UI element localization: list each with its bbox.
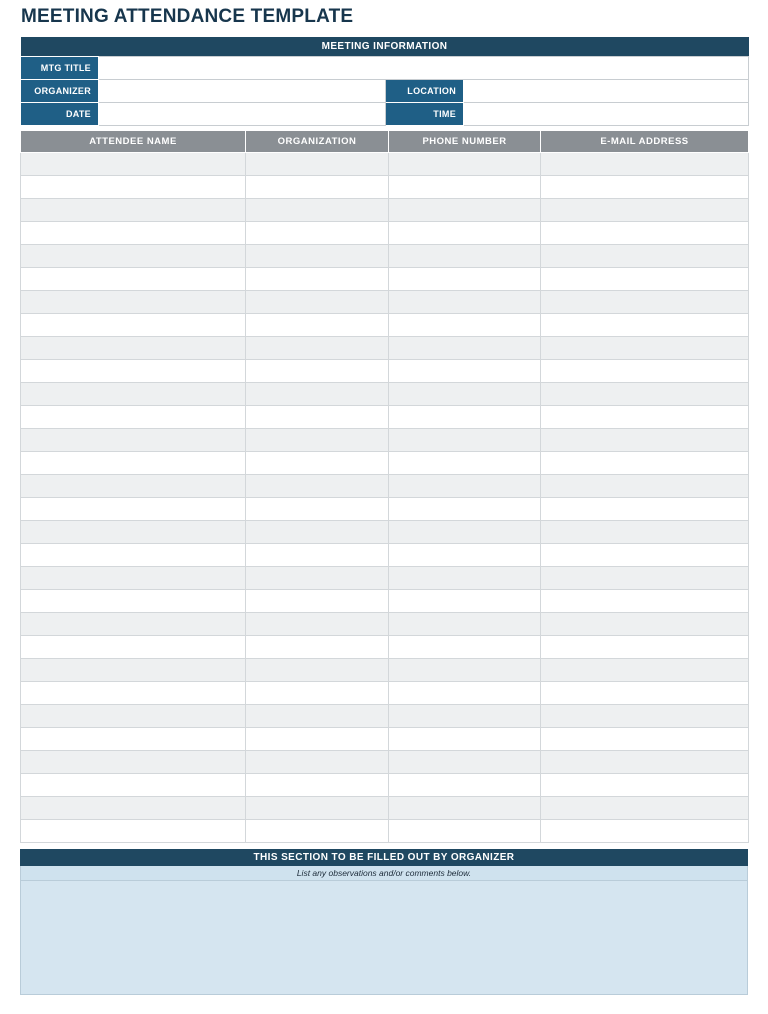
table-row xyxy=(21,727,749,750)
attendee-cell[interactable] xyxy=(389,635,541,658)
table-row xyxy=(21,658,749,681)
meeting-title-row xyxy=(21,56,749,79)
attendee-cell[interactable] xyxy=(541,773,749,796)
attendee-cell[interactable] xyxy=(389,313,541,336)
attendee-cell[interactable] xyxy=(541,704,749,727)
attendee-cell[interactable] xyxy=(246,543,389,566)
attendee-cell[interactable] xyxy=(246,359,389,382)
attendee-cell[interactable] xyxy=(541,543,749,566)
attendee-cell[interactable] xyxy=(246,474,389,497)
attendee-cell[interactable] xyxy=(21,152,246,175)
attendee-cell[interactable] xyxy=(21,773,246,796)
attendee-cell[interactable] xyxy=(246,152,389,175)
table-row xyxy=(21,566,749,589)
attendee-cell[interactable] xyxy=(21,290,246,313)
column-header-phone-number: PHONE NUMBER xyxy=(389,130,541,152)
attendee-cell[interactable] xyxy=(389,267,541,290)
attendee-cell[interactable] xyxy=(21,175,246,198)
table-row xyxy=(21,612,749,635)
attendee-cell[interactable] xyxy=(21,313,246,336)
attendee-cell[interactable] xyxy=(21,474,246,497)
organizer-location-row xyxy=(21,79,749,102)
page-title: MEETING ATTENDANCE TEMPLATE xyxy=(21,6,354,27)
location-label: LOCATION xyxy=(386,79,464,102)
attendee-cell[interactable] xyxy=(246,520,389,543)
attendee-cell[interactable] xyxy=(246,290,389,313)
date-field[interactable] xyxy=(99,102,386,125)
attendee-cell[interactable] xyxy=(246,313,389,336)
attendee-cell[interactable] xyxy=(389,497,541,520)
attendee-cell[interactable] xyxy=(541,635,749,658)
attendee-cell[interactable] xyxy=(389,773,541,796)
attendee-cell[interactable] xyxy=(541,566,749,589)
table-row xyxy=(21,336,749,359)
attendee-cell[interactable] xyxy=(541,727,749,750)
attendee-cell[interactable] xyxy=(389,520,541,543)
attendee-cell[interactable] xyxy=(21,543,246,566)
attendee-cell[interactable] xyxy=(21,497,246,520)
attendee-cell[interactable] xyxy=(246,635,389,658)
attendee-cell[interactable] xyxy=(21,658,246,681)
attendee-cell[interactable] xyxy=(246,336,389,359)
attendee-cell[interactable] xyxy=(541,589,749,612)
attendee-cell[interactable] xyxy=(389,589,541,612)
attendee-cell[interactable] xyxy=(541,405,749,428)
attendee-cell[interactable] xyxy=(389,244,541,267)
attendee-cell[interactable] xyxy=(389,796,541,819)
attendee-table xyxy=(20,130,749,843)
attendee-cell[interactable] xyxy=(21,451,246,474)
attendee-cell[interactable] xyxy=(246,428,389,451)
attendee-cell[interactable] xyxy=(21,589,246,612)
attendee-cell[interactable] xyxy=(389,428,541,451)
organizer-section-header: THIS SECTION TO BE FILLED OUT BY ORGANIZER xyxy=(20,849,748,866)
time-field[interactable] xyxy=(464,102,749,125)
attendee-cell[interactable] xyxy=(246,267,389,290)
attendee-cell[interactable] xyxy=(246,658,389,681)
attendee-cell[interactable] xyxy=(21,382,246,405)
attendee-cell[interactable] xyxy=(246,612,389,635)
attendee-cell[interactable] xyxy=(389,681,541,704)
attendee-cell[interactable] xyxy=(389,175,541,198)
attendee-cell[interactable] xyxy=(246,175,389,198)
mtg-title-field[interactable] xyxy=(99,56,749,79)
table-row xyxy=(21,382,749,405)
attendee-cell[interactable] xyxy=(21,405,246,428)
organizer-section xyxy=(20,849,748,995)
attendee-table-body xyxy=(21,152,749,842)
attendee-cell[interactable] xyxy=(21,704,246,727)
table-row xyxy=(21,796,749,819)
table-row xyxy=(21,198,749,221)
attendee-cell[interactable] xyxy=(246,589,389,612)
attendee-cell[interactable] xyxy=(389,819,541,842)
attendee-cell[interactable] xyxy=(541,428,749,451)
table-row xyxy=(21,359,749,382)
attendee-cell[interactable] xyxy=(246,727,389,750)
attendee-cell[interactable] xyxy=(389,474,541,497)
table-row xyxy=(21,819,749,842)
table-row xyxy=(21,428,749,451)
attendee-cell[interactable] xyxy=(541,336,749,359)
attendee-cell[interactable] xyxy=(389,405,541,428)
attendee-cell[interactable] xyxy=(389,382,541,405)
attendee-cell[interactable] xyxy=(389,750,541,773)
date-time-row xyxy=(21,102,749,125)
attendee-cell[interactable] xyxy=(21,359,246,382)
attendee-cell[interactable] xyxy=(21,796,246,819)
table-row xyxy=(21,520,749,543)
attendee-cell[interactable] xyxy=(21,221,246,244)
attendee-cell[interactable] xyxy=(541,497,749,520)
attendee-cell[interactable] xyxy=(541,175,749,198)
attendee-table-header-row xyxy=(21,130,749,152)
attendee-cell[interactable] xyxy=(541,819,749,842)
attendee-cell[interactable] xyxy=(389,543,541,566)
attendee-cell[interactable] xyxy=(541,198,749,221)
attendee-cell[interactable] xyxy=(21,198,246,221)
attendee-cell[interactable] xyxy=(246,198,389,221)
organizer-field[interactable] xyxy=(99,79,386,102)
attendee-cell[interactable] xyxy=(389,359,541,382)
table-row xyxy=(21,405,749,428)
attendee-cell[interactable] xyxy=(389,451,541,474)
location-field[interactable] xyxy=(464,79,749,102)
table-row xyxy=(21,773,749,796)
table-row xyxy=(21,313,749,336)
attendee-cell[interactable] xyxy=(246,819,389,842)
column-header-attendee-name: ATTENDEE NAME xyxy=(21,130,246,152)
table-row xyxy=(21,589,749,612)
attendee-cell[interactable] xyxy=(21,520,246,543)
table-row xyxy=(21,543,749,566)
attendee-cell[interactable] xyxy=(21,819,246,842)
attendee-cell[interactable] xyxy=(389,152,541,175)
attendee-cell[interactable] xyxy=(389,290,541,313)
attendee-cell[interactable] xyxy=(21,244,246,267)
table-row xyxy=(21,474,749,497)
attendee-cell[interactable] xyxy=(541,152,749,175)
attendee-cell[interactable] xyxy=(21,635,246,658)
attendee-cell[interactable] xyxy=(541,221,749,244)
attendee-cell[interactable] xyxy=(389,727,541,750)
attendee-cell[interactable] xyxy=(246,681,389,704)
column-header-organization: ORGANIZATION xyxy=(246,130,389,152)
attendee-cell[interactable] xyxy=(389,336,541,359)
attendee-cell[interactable] xyxy=(541,474,749,497)
attendee-cell[interactable] xyxy=(246,796,389,819)
attendee-cell[interactable] xyxy=(21,336,246,359)
attendee-cell[interactable] xyxy=(389,612,541,635)
attendee-cell[interactable] xyxy=(389,198,541,221)
organizer-notes-input[interactable] xyxy=(20,880,748,995)
attendee-cell[interactable] xyxy=(246,382,389,405)
attendee-cell[interactable] xyxy=(389,221,541,244)
table-row xyxy=(21,152,749,175)
attendee-cell[interactable] xyxy=(246,566,389,589)
attendee-cell[interactable] xyxy=(246,497,389,520)
attendee-cell[interactable] xyxy=(541,681,749,704)
organizer-label: ORGANIZER xyxy=(21,79,99,102)
attendee-cell[interactable] xyxy=(541,359,749,382)
attendee-cell[interactable] xyxy=(541,612,749,635)
table-row xyxy=(21,635,749,658)
meeting-information-band-row xyxy=(21,37,749,57)
attendee-cell[interactable] xyxy=(246,405,389,428)
date-label: DATE xyxy=(21,102,99,125)
table-row xyxy=(21,244,749,267)
attendee-cell[interactable] xyxy=(21,750,246,773)
attendee-cell[interactable] xyxy=(246,451,389,474)
attendee-cell[interactable] xyxy=(246,773,389,796)
attendee-cell[interactable] xyxy=(389,704,541,727)
table-row xyxy=(21,750,749,773)
attendee-cell[interactable] xyxy=(541,267,749,290)
attendee-cell[interactable] xyxy=(21,681,246,704)
attendee-cell[interactable] xyxy=(21,267,246,290)
table-row xyxy=(21,497,749,520)
time-label: TIME xyxy=(386,102,464,125)
attendee-cell[interactable] xyxy=(541,750,749,773)
attendee-cell[interactable] xyxy=(246,704,389,727)
attendee-cell[interactable] xyxy=(389,566,541,589)
mtg-title-label: MTG TITLE xyxy=(21,56,99,79)
table-row xyxy=(21,451,749,474)
table-row xyxy=(21,681,749,704)
attendee-cell[interactable] xyxy=(246,750,389,773)
table-row xyxy=(21,267,749,290)
meeting-information-table xyxy=(20,37,749,126)
attendee-cell[interactable] xyxy=(541,796,749,819)
attendee-cell[interactable] xyxy=(541,244,749,267)
table-row xyxy=(21,221,749,244)
table-row xyxy=(21,175,749,198)
column-header-email-address: E-MAIL ADDRESS xyxy=(541,130,749,152)
attendee-cell[interactable] xyxy=(541,313,749,336)
attendee-cell[interactable] xyxy=(246,244,389,267)
attendee-cell[interactable] xyxy=(541,658,749,681)
attendee-cell[interactable] xyxy=(246,221,389,244)
attendee-cell[interactable] xyxy=(541,520,749,543)
attendee-cell[interactable] xyxy=(541,290,749,313)
attendee-cell[interactable] xyxy=(541,451,749,474)
attendee-cell[interactable] xyxy=(21,428,246,451)
attendee-cell[interactable] xyxy=(21,727,246,750)
attendee-cell[interactable] xyxy=(21,612,246,635)
meeting-information-band: MEETING INFORMATION xyxy=(21,37,749,57)
table-row xyxy=(21,290,749,313)
table-row xyxy=(21,704,749,727)
attendee-cell[interactable] xyxy=(541,382,749,405)
attendee-cell[interactable] xyxy=(21,566,246,589)
attendee-cell[interactable] xyxy=(389,658,541,681)
organizer-section-subheader: List any observations and/or comments below. xyxy=(20,866,748,880)
